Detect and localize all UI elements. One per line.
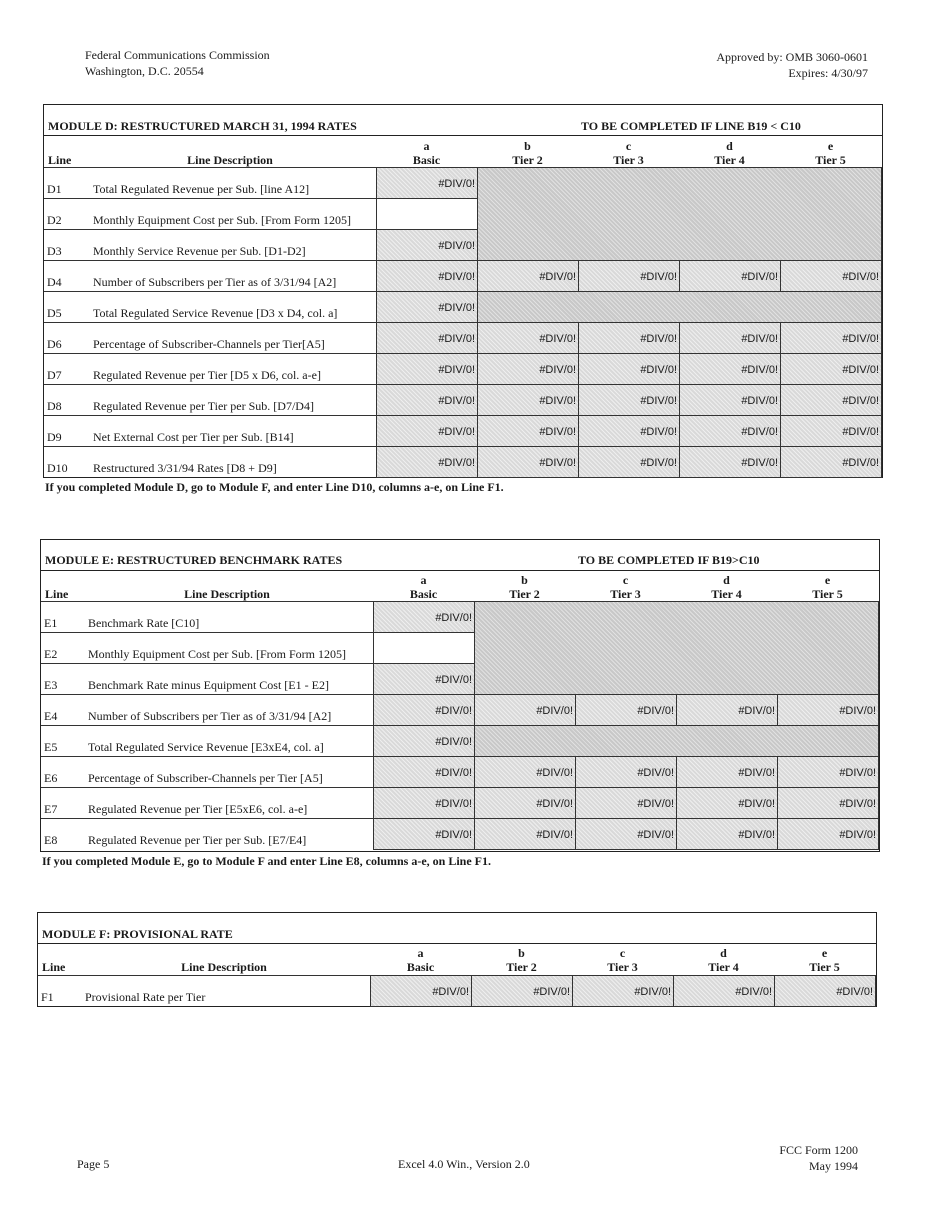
line-number: E5 xyxy=(44,740,58,754)
column-letter: e xyxy=(827,139,834,153)
value-cell-c: #DIV/0! xyxy=(575,818,677,850)
line-description: Total Regulated Service Revenue [D3 x D4, col. a] xyxy=(93,306,338,320)
approval-header xyxy=(716,49,868,81)
line-description: Restructured 3/31/94 Rates [D8 + D9] xyxy=(93,461,277,475)
agency-address: Washington, D.C. 20554 xyxy=(85,64,204,78)
value-cell-b: #DIV/0! xyxy=(474,694,576,726)
column-letter: d xyxy=(723,573,730,587)
value-cell-a: #DIV/0! xyxy=(373,787,475,819)
table-row-d4 xyxy=(44,260,376,291)
moduleF-column-header-c xyxy=(572,946,673,974)
value-cell-e: #DIV/0! xyxy=(777,756,879,788)
line-number: D6 xyxy=(47,337,62,351)
line-number: E8 xyxy=(44,833,58,847)
line-number: E3 xyxy=(44,678,58,692)
table-row-e4 xyxy=(41,694,373,725)
line-description: Number of Subscribers per Tier as of 3/31/94 [A2] xyxy=(88,709,332,723)
line-number: D1 xyxy=(47,182,62,196)
table-row-d3 xyxy=(44,229,376,260)
table-row-d10 xyxy=(44,446,376,477)
column-letter: d xyxy=(720,946,727,960)
column-name: Tier 4 xyxy=(714,153,745,167)
line-description: Total Regulated Service Revenue [E3xE4, col. a] xyxy=(88,740,324,754)
column-name: Tier 3 xyxy=(607,960,638,974)
column-name: Tier 5 xyxy=(809,960,840,974)
value-cell-d: #DIV/0! xyxy=(679,322,781,354)
value-cell-b: #DIV/0! xyxy=(477,415,579,447)
moduleF-column-header-b xyxy=(471,946,572,974)
table-row-e5 xyxy=(41,725,373,756)
moduleE-column-header-e xyxy=(777,573,878,601)
value-cell-b: #DIV/0! xyxy=(474,756,576,788)
value-cell-a: #DIV/0! xyxy=(376,167,478,199)
line-number: D8 xyxy=(47,399,62,413)
table-row-e3 xyxy=(41,663,373,694)
column-letter: b xyxy=(518,946,525,960)
line-description: Monthly Equipment Cost per Sub. [From Form 1205] xyxy=(93,213,351,227)
value-cell-c: #DIV/0! xyxy=(578,353,680,385)
line-number: F1 xyxy=(41,990,54,1004)
line-description: Regulated Revenue per Tier [D5 x D6, col. a-e] xyxy=(93,368,321,382)
line-description: Net External Cost per Tier per Sub. [B14] xyxy=(93,430,294,444)
module-f xyxy=(37,912,877,1007)
value-cell-a: #DIV/0! xyxy=(373,601,475,633)
value-cell-a: #DIV/0! xyxy=(376,260,478,292)
table-row-d6 xyxy=(44,322,376,353)
value-cell-d: #DIV/0! xyxy=(676,787,778,819)
value-cell-a: #DIV/0! xyxy=(376,229,478,261)
module-e-condition: TO BE COMPLETED IF B19>C10 xyxy=(578,553,760,567)
module-e-note: If you completed Module E, go to Module F and enter Line E8, columns a-e, on Line F1. xyxy=(42,854,492,868)
moduleD-description-header: Line Description xyxy=(187,153,273,167)
value-cell-a: #DIV/0! xyxy=(376,384,478,416)
table-row-d9 xyxy=(44,415,376,446)
module-d xyxy=(43,104,883,478)
value-cell-c: #DIV/0! xyxy=(572,975,674,1007)
line-description: Percentage of Subscriber-Channels per Tier [A5] xyxy=(88,771,323,785)
table-row-d5 xyxy=(44,291,376,322)
line-description: Number of Subscribers per Tier as of 3/31/94 [A2] xyxy=(93,275,337,289)
column-name: Tier 2 xyxy=(512,153,543,167)
value-cell-d: #DIV/0! xyxy=(673,975,775,1007)
module-f-title: MODULE F: PROVISIONAL RATE xyxy=(42,927,233,941)
table-row-e2 xyxy=(41,632,373,663)
line-number: E1 xyxy=(44,616,58,630)
column-name: Tier 5 xyxy=(815,153,846,167)
module-e xyxy=(40,539,880,852)
table-row-e7 xyxy=(41,787,373,818)
line-description: Provisional Rate per Tier xyxy=(85,990,206,1004)
column-name: Tier 2 xyxy=(506,960,537,974)
column-letter: e xyxy=(824,573,831,587)
value-cell-e: #DIV/0! xyxy=(780,446,882,478)
table-row-f1 xyxy=(38,975,370,1006)
value-cell-c: #DIV/0! xyxy=(578,322,680,354)
value-cell-b: #DIV/0! xyxy=(477,384,579,416)
moduleE-column-header-a xyxy=(373,573,474,601)
line-description: Regulated Revenue per Tier per Sub. [D7/D4] xyxy=(93,399,314,413)
column-letter: a xyxy=(420,573,427,587)
table-row-d8 xyxy=(44,384,376,415)
moduleE-column-header-c xyxy=(575,573,676,601)
value-cell-b: #DIV/0! xyxy=(477,260,579,292)
value-cell-c: #DIV/0! xyxy=(575,756,677,788)
table-row-e6 xyxy=(41,756,373,787)
line-description: Monthly Service Revenue per Sub. [D1-D2] xyxy=(93,244,306,258)
table-row-d7 xyxy=(44,353,376,384)
value-cell-a: #DIV/0! xyxy=(373,818,475,850)
line-number: D3 xyxy=(47,244,62,258)
column-name: Basic xyxy=(406,960,435,974)
line-number: E7 xyxy=(44,802,58,816)
line-description: Percentage of Subscriber-Channels per Tier[A5] xyxy=(93,337,325,351)
value-cell-c: #DIV/0! xyxy=(578,446,680,478)
not-applicable-area xyxy=(474,601,879,695)
module-d-title: MODULE D: RESTRUCTURED MARCH 31, 1994 RATES xyxy=(48,119,357,133)
column-name: Tier 4 xyxy=(711,587,742,601)
value-cell-d: #DIV/0! xyxy=(679,415,781,447)
value-cell-d: #DIV/0! xyxy=(679,446,781,478)
line-number: D5 xyxy=(47,306,62,320)
line-number: E6 xyxy=(44,771,58,785)
form-date: May 1994 xyxy=(809,1159,858,1173)
value-cell-c: #DIV/0! xyxy=(575,787,677,819)
table-row-e8 xyxy=(41,818,373,849)
column-name: Tier 2 xyxy=(509,587,540,601)
value-cell-c: #DIV/0! xyxy=(575,694,677,726)
form-number: FCC Form 1200 xyxy=(779,1143,858,1157)
column-name: Tier 5 xyxy=(812,587,843,601)
value-cell-a: #DIV/0! xyxy=(376,353,478,385)
value-cell-b: #DIV/0! xyxy=(477,353,579,385)
moduleF-column-header-a xyxy=(370,946,471,974)
value-cell-a: #DIV/0! xyxy=(376,446,478,478)
value-cell-c: #DIV/0! xyxy=(578,415,680,447)
column-name: Basic xyxy=(409,587,438,601)
value-cell-a: #DIV/0! xyxy=(376,291,478,323)
column-letter: b xyxy=(524,139,531,153)
agency-header xyxy=(85,47,270,79)
column-letter: c xyxy=(619,946,626,960)
software-version: Excel 4.0 Win., Version 2.0 xyxy=(398,1157,530,1171)
column-letter: a xyxy=(417,946,424,960)
form-id xyxy=(779,1142,858,1174)
value-cell-a: #DIV/0! xyxy=(373,756,475,788)
value-cell-e: #DIV/0! xyxy=(777,787,879,819)
value-cell-c: #DIV/0! xyxy=(578,260,680,292)
value-cell-d: #DIV/0! xyxy=(679,384,781,416)
column-letter: d xyxy=(726,139,733,153)
value-cell-e: #DIV/0! xyxy=(777,818,879,850)
moduleD-column-header-e xyxy=(780,139,881,167)
table-row-e1 xyxy=(41,601,373,632)
moduleD-column-header-a xyxy=(376,139,477,167)
column-letter: c xyxy=(622,573,629,587)
value-cell-a: #DIV/0! xyxy=(376,415,478,447)
column-letter: b xyxy=(521,573,528,587)
value-cell-b: #DIV/0! xyxy=(477,322,579,354)
column-name: Tier 3 xyxy=(613,153,644,167)
value-cell-b: #DIV/0! xyxy=(471,975,573,1007)
moduleD-column-header-c xyxy=(578,139,679,167)
column-name: Tier 4 xyxy=(708,960,739,974)
page-number: Page 5 xyxy=(77,1157,110,1171)
moduleF-column-header-e xyxy=(774,946,875,974)
line-description: Benchmark Rate minus Equipment Cost [E1 - E2] xyxy=(88,678,329,692)
module-e-title: MODULE E: RESTRUCTURED BENCHMARK RATES xyxy=(45,553,343,567)
moduleD-line-header: Line xyxy=(48,153,72,167)
value-cell-d: #DIV/0! xyxy=(679,353,781,385)
moduleD-column-header-d xyxy=(679,139,780,167)
line-description: Regulated Revenue per Tier [E5xE6, col. a-e] xyxy=(88,802,308,816)
column-letter: e xyxy=(821,946,828,960)
line-number: D10 xyxy=(47,461,68,475)
module-d-note: If you completed Module D, go to Module F, and enter Line D10, columns a-e, on Line F1. xyxy=(45,480,504,494)
agency-name: Federal Communications Commission xyxy=(85,48,270,62)
value-cell-a: #DIV/0! xyxy=(370,975,472,1007)
line-number: E2 xyxy=(44,647,58,661)
value-cell-b: #DIV/0! xyxy=(474,818,576,850)
value-cell-d: #DIV/0! xyxy=(679,260,781,292)
line-number: D7 xyxy=(47,368,62,382)
value-cell-e: #DIV/0! xyxy=(777,694,879,726)
value-cell-e: #DIV/0! xyxy=(780,415,882,447)
value-cell-e: #DIV/0! xyxy=(780,322,882,354)
line-number: D2 xyxy=(47,213,62,227)
value-cell-c: #DIV/0! xyxy=(578,384,680,416)
moduleE-column-header-b xyxy=(474,573,575,601)
not-applicable-area xyxy=(477,167,882,261)
line-number: D9 xyxy=(47,430,62,444)
column-letter: c xyxy=(625,139,632,153)
not-applicable-area xyxy=(474,725,879,757)
value-cell-e: #DIV/0! xyxy=(780,260,882,292)
table-row-d2 xyxy=(44,198,376,229)
moduleE-description-header: Line Description xyxy=(184,587,270,601)
module-d-condition: TO BE COMPLETED IF LINE B19 < C10 xyxy=(581,119,801,133)
moduleF-line-header: Line xyxy=(42,960,66,974)
column-letter: a xyxy=(423,139,430,153)
moduleE-line-header: Line xyxy=(45,587,69,601)
value-cell-e: #DIV/0! xyxy=(780,384,882,416)
omb-approval: Approved by: OMB 3060-0601 xyxy=(716,50,868,64)
value-cell-b: #DIV/0! xyxy=(474,787,576,819)
moduleF-description-header: Line Description xyxy=(181,960,267,974)
value-cell-d: #DIV/0! xyxy=(676,756,778,788)
line-description: Total Regulated Revenue per Sub. [line A12] xyxy=(93,182,310,196)
not-applicable-area xyxy=(477,291,882,323)
value-cell-a: #DIV/0! xyxy=(376,322,478,354)
moduleF-column-header-d xyxy=(673,946,774,974)
value-cell-a xyxy=(376,198,478,230)
line-number: E4 xyxy=(44,709,58,723)
column-name: Tier 3 xyxy=(610,587,641,601)
value-cell-a: #DIV/0! xyxy=(373,725,475,757)
moduleD-column-header-b xyxy=(477,139,578,167)
column-name: Basic xyxy=(412,153,441,167)
value-cell-e: #DIV/0! xyxy=(780,353,882,385)
line-number: D4 xyxy=(47,275,62,289)
value-cell-a: #DIV/0! xyxy=(373,694,475,726)
value-cell-d: #DIV/0! xyxy=(676,818,778,850)
moduleE-column-header-d xyxy=(676,573,777,601)
value-cell-d: #DIV/0! xyxy=(676,694,778,726)
value-cell-e: #DIV/0! xyxy=(774,975,876,1007)
line-description: Regulated Revenue per Tier per Sub. [E7/E4] xyxy=(88,833,307,847)
value-cell-a: #DIV/0! xyxy=(373,663,475,695)
value-cell-b: #DIV/0! xyxy=(477,446,579,478)
value-cell-a xyxy=(373,632,475,664)
line-description: Benchmark Rate [C10] xyxy=(88,616,200,630)
line-description: Monthly Equipment Cost per Sub. [From Form 1205] xyxy=(88,647,346,661)
expiration-date: Expires: 4/30/97 xyxy=(788,66,868,80)
table-row-d1 xyxy=(44,167,376,198)
